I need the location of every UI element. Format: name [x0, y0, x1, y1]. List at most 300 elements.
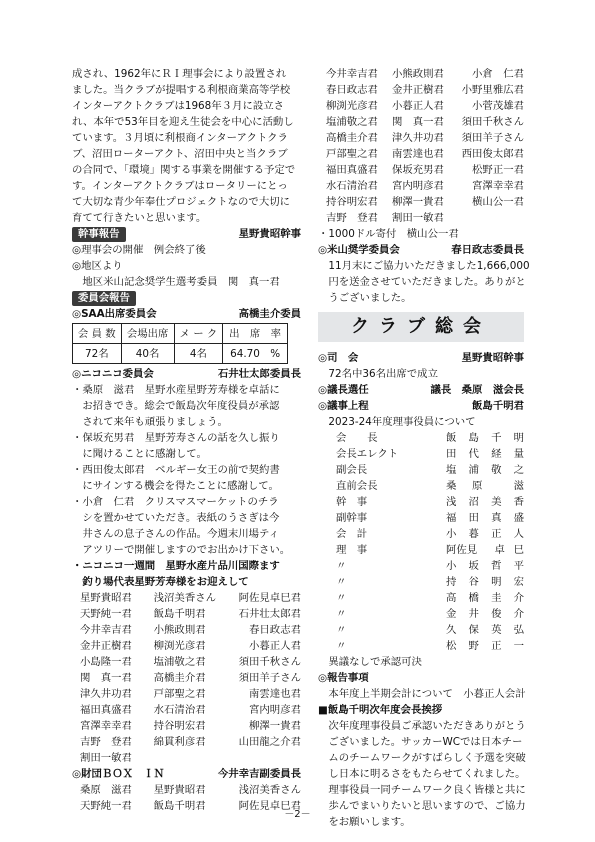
- week-title-line: ・ニコニコ一週間 星野水産片品川国際ます: [72, 560, 280, 572]
- nikoniko-line: ・桑原 滋君 星野水産星野芳寿様を卓話に: [72, 384, 280, 396]
- kanji-item: ◎理事会の開催 例会終了後: [72, 244, 206, 256]
- name-row: [80, 638, 301, 654]
- officer-gap: [398, 494, 446, 510]
- yoneyama-line: うございました。: [318, 292, 412, 304]
- officer-row: [318, 494, 524, 510]
- right-column: [318, 66, 530, 830]
- officer-row: [318, 590, 524, 606]
- nikoniko-header: [72, 366, 301, 382]
- zaidan-header: [72, 766, 301, 782]
- member-name: [154, 750, 228, 766]
- name-row: [326, 82, 524, 98]
- week-title-line: 釣り場代表星野芳寿様をお迎えして: [72, 576, 249, 588]
- gicho-title: ◎議長選任: [318, 384, 369, 396]
- iijima-line: 次年度理事役員ご承認いただきありがとう: [318, 720, 526, 732]
- officer-indent: [318, 574, 336, 590]
- officer-name-char: 阿佐見: [446, 544, 478, 556]
- attendance-header-cell: 会 員 数: [73, 324, 122, 344]
- officer-name-char: 田: [468, 512, 479, 524]
- officer-name-char: 高: [446, 592, 457, 604]
- intro-line: インターアクトクラブは1968年３月に設立さ: [72, 100, 285, 112]
- kanji-report-header: [72, 226, 301, 242]
- officer-name-char: 圭: [491, 592, 502, 604]
- officer-name: [446, 494, 524, 510]
- member-name: 金井正樹君: [80, 640, 132, 652]
- officer-name-char: 哲: [491, 560, 502, 572]
- officer-name: [446, 542, 524, 558]
- officer-name-char: 人: [513, 528, 524, 540]
- shikai-header: [318, 350, 524, 366]
- officer-role: 副会長: [336, 464, 368, 476]
- officer-indent: [318, 606, 336, 622]
- member-name: 福田真盛君: [326, 164, 378, 176]
- member-name: 関 真一君: [80, 672, 132, 684]
- member-name: 西田俊太郎君: [461, 148, 524, 160]
- officer-name-char: 介: [513, 608, 524, 620]
- member-name: 須田羊子さん: [461, 132, 524, 144]
- officer-name-char: 原: [472, 480, 483, 492]
- member-name: 割田一敏君: [392, 212, 444, 224]
- attendance-value-cell: 72名: [73, 344, 122, 364]
- member-name: 天野純一君: [80, 608, 132, 620]
- officer-row: [318, 542, 524, 558]
- officer-role: 〃: [336, 640, 347, 652]
- member-name: 天野純一君: [80, 800, 132, 812]
- officer-role: 会長エレクト: [336, 448, 399, 460]
- member-name: 小島隆一君: [80, 656, 132, 668]
- member-name: 水石清治君: [153, 704, 206, 716]
- kanji-report-person: 星野貴昭幹事: [238, 228, 301, 240]
- iijima-line: をお願いします。: [318, 816, 411, 828]
- officer-role: 〃: [336, 624, 347, 636]
- member-name: 星野貴昭君: [80, 592, 132, 604]
- club-general-meeting-banner: クラブ総会: [318, 312, 524, 342]
- officer-name-char: 真: [491, 512, 502, 524]
- officer-name-char: 弘: [513, 624, 524, 636]
- attendance-header-cell: 出 席 率: [223, 324, 288, 344]
- gicho-header: [318, 382, 524, 398]
- officer-row: [318, 462, 524, 478]
- officer-name-char: 明: [491, 576, 502, 588]
- kanji-report-tag: 幹事報告: [72, 227, 126, 242]
- member-name: [227, 750, 301, 766]
- page-number: －2－: [284, 809, 311, 820]
- member-name: 戸部聖之君: [326, 148, 378, 160]
- officer-name-char: 美: [491, 496, 502, 508]
- officer-name-char: 代: [468, 448, 479, 460]
- officer-gap: [398, 638, 446, 654]
- officer-role: 〃: [336, 592, 347, 604]
- officer-name-char: 桑: [446, 480, 457, 492]
- officer-name-char: 暮: [468, 528, 479, 540]
- gijo-header: [318, 398, 524, 414]
- officer-indent: [318, 510, 336, 526]
- member-name: 持谷明宏君: [153, 720, 206, 732]
- officers-list: [318, 430, 524, 654]
- gijo-person: 飯島千明君: [472, 400, 524, 412]
- name-row: [326, 146, 524, 162]
- officer-name-char: 量: [513, 448, 524, 460]
- member-name: 宮澤幸幸君: [80, 720, 132, 732]
- gijo-title: ◎議事上程: [318, 400, 369, 412]
- officer-name: [446, 462, 524, 478]
- member-name: 柳渕光彦君: [153, 640, 206, 652]
- officer-name-char: 正: [491, 640, 502, 652]
- officer-name-char: 明: [513, 432, 524, 444]
- officer-gap: [398, 526, 446, 542]
- officer-row: [318, 606, 524, 622]
- member-name: 関 真一君: [392, 116, 444, 128]
- hokoku-header: [318, 670, 524, 686]
- name-row: [326, 98, 524, 114]
- member-name: 福田真盛君: [80, 704, 132, 716]
- member-name: 柳澤一貴君: [249, 720, 301, 732]
- officer-gap: [398, 462, 446, 478]
- continued-names: [318, 66, 524, 226]
- attendance-value-cell: 40名: [121, 344, 174, 364]
- officer-name-char: 持: [446, 576, 457, 588]
- member-name: 星野貴昭君: [153, 784, 206, 796]
- officer-gap: [398, 430, 446, 446]
- officer-name: [446, 430, 524, 446]
- nikoniko-person: 石井壮太郎委員長: [217, 368, 301, 380]
- quorum-line: 72名中36名出席で成立: [318, 368, 438, 380]
- officer-role: 理 事: [336, 544, 368, 556]
- member-name: 塩浦敬之君: [326, 116, 378, 128]
- member-name: 阿佐見卓巳君: [238, 592, 301, 604]
- officer-name-char: 金: [446, 608, 457, 620]
- member-name: 宮内明彦君: [249, 704, 301, 716]
- officer-indent: [318, 494, 336, 510]
- member-name: 小暮正人君: [392, 100, 444, 112]
- member-name: 須田千秋さん: [238, 656, 301, 668]
- intro-line: す。インターアクトクラブはロータリーにとっ: [72, 180, 288, 192]
- member-name: 高橋圭介君: [153, 672, 206, 684]
- officer-name-char: 福: [446, 512, 457, 524]
- officer-name: [446, 446, 524, 462]
- officer-row: [318, 478, 524, 494]
- officer-name-char: 小: [446, 560, 457, 572]
- officer-name: [446, 638, 524, 654]
- name-row: [326, 114, 524, 130]
- shikai-person: 星野貴昭幹事: [461, 352, 524, 364]
- kanji-item: 地区米山記念奨学生選考委員 関 真一君: [72, 276, 280, 288]
- member-name: 飯島千明君: [153, 608, 206, 620]
- member-name: 吉野 登君: [80, 736, 132, 748]
- name-row: [80, 718, 301, 734]
- nikoniko-line: お招きでき。総会で飯島次年度役員が承認: [72, 400, 280, 412]
- member-name: 松野正一君: [472, 164, 524, 176]
- officer-gap: [398, 558, 446, 574]
- iijima-line: し日本に明るさをもたらせてくれました。: [318, 768, 526, 780]
- officer-name-char: 田: [446, 448, 457, 460]
- zaidan-title: ◎財団ＢＯＸ ＩＮ: [72, 768, 165, 780]
- officer-role: 会 長: [336, 432, 378, 444]
- member-name: 高橋圭介君: [326, 132, 378, 144]
- attendance-value-row: [73, 344, 288, 364]
- approved-line: 異議なしで承認可決: [318, 656, 422, 668]
- kanji-report-items: [72, 242, 301, 290]
- nikoniko-line: ・保坂充男君 星野芳寿さんの話を久し振り: [72, 432, 280, 444]
- member-name: 小熊政則君: [392, 68, 444, 80]
- officer-gap: [398, 574, 446, 590]
- name-row: [326, 130, 524, 146]
- member-name: 今井幸吉君: [326, 68, 378, 80]
- name-row: [80, 734, 301, 750]
- name-row: [80, 590, 301, 606]
- officer-name: [446, 606, 524, 622]
- officer-name-char: 沼: [468, 496, 479, 508]
- hokoku-title: ◎報告事項: [318, 672, 369, 684]
- iijima-line: ムのチームワークがすばらしく予選を突破: [318, 752, 526, 764]
- attendance-header-cell: メ ー ク: [174, 324, 223, 344]
- officer-name-char: 平: [513, 560, 524, 572]
- name-row: [326, 210, 524, 226]
- officer-name: [446, 510, 524, 526]
- member-name: 戸部聖之君: [153, 688, 206, 700]
- officer-name-char: 小: [446, 528, 457, 540]
- nikoniko-week-names: [72, 590, 301, 766]
- officer-name-char: 盛: [513, 512, 524, 524]
- member-name: 水石清治君: [326, 180, 378, 192]
- officer-name: [446, 478, 524, 494]
- nikoniko-line: ・西田俊太郎君 ベルギー女王の前で契約書: [72, 464, 280, 476]
- attendance-value-cell: 64.70 %: [223, 344, 288, 364]
- member-name: 阿佐見卓巳君: [238, 800, 301, 812]
- intro-line: 成され、1962年にＲＩ理事会により設置され: [72, 68, 287, 80]
- yoneyama-text: [318, 258, 530, 306]
- officer-name-char: 正: [491, 528, 502, 540]
- officer-gap: [398, 542, 446, 558]
- officer-indent: [318, 542, 336, 558]
- name-row: [326, 66, 524, 82]
- officer-indent: [318, 590, 336, 606]
- nikoniko-title: ◎ニコニコ委員会: [72, 368, 154, 380]
- member-name: 横山公一君: [472, 196, 524, 208]
- officer-indent: [318, 558, 336, 574]
- name-row: [80, 606, 301, 622]
- officer-name-char: 井: [468, 608, 479, 620]
- officer-indent: [318, 622, 336, 638]
- dollar-donation-line: ・1000ドル寄付 横山公一君: [318, 228, 459, 240]
- member-name: 金井正樹君: [392, 84, 444, 96]
- iijima-header: [318, 702, 524, 718]
- officer-gap: [398, 606, 446, 622]
- officer-name-char: 坂: [468, 560, 479, 572]
- officer-row: [318, 526, 524, 542]
- nikoniko-line: ・小倉 仁君 クリスマスマーケットのチラ: [72, 496, 279, 508]
- member-name: 津久井功君: [80, 688, 132, 700]
- officer-role: 直前会長: [336, 480, 378, 492]
- officer-name-char: 久: [446, 624, 457, 636]
- officer-name-char: 卓: [494, 544, 505, 556]
- iinkai-tag: 委員会報告: [72, 291, 136, 306]
- officer-gap: [398, 446, 446, 462]
- member-name: 小熊政則君: [153, 624, 206, 636]
- officer-name-char: 経: [491, 448, 502, 460]
- officer-name-char: 之: [513, 464, 524, 476]
- officer-indent: [318, 446, 336, 462]
- officer-indent: [318, 462, 336, 478]
- name-row: [80, 750, 301, 766]
- intro-line: 育てて行きたいと思います。: [72, 212, 207, 224]
- officer-name-char: 香: [513, 496, 524, 508]
- intro-line: て大切な青少年奉仕プロジェクトなので大切に: [72, 196, 290, 208]
- name-row: [80, 654, 301, 670]
- yoneyama-line: 11月末にご協力いただきました1,666,000: [318, 260, 530, 272]
- yoneyama-line: 円を送金させていただきました。ありがと: [318, 276, 526, 288]
- name-row: [80, 782, 301, 798]
- member-name: 春日政志君: [326, 84, 378, 96]
- officer-indent: [318, 638, 336, 654]
- member-name: 飯島千明君: [153, 800, 206, 812]
- officer-row: [318, 510, 524, 526]
- officer-row: [318, 574, 524, 590]
- member-name: 宮澤幸幸君: [472, 180, 524, 192]
- officer-name-char: 俊: [491, 608, 502, 620]
- intro-line: れ、本年で53年目を迎え生徒会を中心に活動し: [72, 116, 294, 128]
- member-name: 山田龍之介君: [238, 736, 301, 748]
- name-row: [80, 686, 301, 702]
- iinkai-header: [72, 290, 301, 306]
- attendance-header-cell: 会場出席: [121, 324, 174, 344]
- iijima-title: ■飯島千明次年度会長挨拶: [318, 704, 443, 716]
- officer-name: [446, 590, 524, 606]
- officer-name-char: 巳: [513, 544, 524, 556]
- officer-name-char: 浦: [468, 464, 479, 476]
- officer-row: [318, 622, 524, 638]
- nikoniko-line: されて来年も頑張りましょう。: [72, 416, 228, 428]
- officer-name-char: 滋: [513, 480, 524, 492]
- member-name: [458, 210, 524, 226]
- member-name: 南雲達也君: [249, 688, 301, 700]
- officer-gap: [398, 590, 446, 606]
- officer-name-char: 千: [491, 432, 502, 444]
- officer-role: 幹 事: [336, 496, 368, 508]
- zaidan-person: 今井幸吉副委員長: [217, 768, 301, 780]
- officer-name-char: 宏: [513, 576, 524, 588]
- attendance-table: [72, 323, 288, 364]
- name-row: [80, 670, 301, 686]
- officer-name: [446, 558, 524, 574]
- shikai-title: ◎司 会: [318, 352, 359, 364]
- nikoniko-line: に聞けることに感謝して。: [72, 448, 207, 460]
- intro-line: ています。３月頃に利根商インターアクトクラ: [72, 132, 288, 144]
- left-column: [72, 66, 301, 814]
- officer-indent: [318, 478, 336, 494]
- member-name: 須田羊子さん: [238, 672, 301, 684]
- officer-gap: [398, 510, 446, 526]
- member-name: 須田千秋さん: [461, 116, 524, 128]
- officer-name-char: 浅: [446, 496, 457, 508]
- officer-name-char: 英: [491, 624, 502, 636]
- name-row: [326, 194, 524, 210]
- member-name: 浅沼美香さん: [238, 784, 301, 796]
- member-name: 柳渕光彦君: [326, 100, 378, 112]
- intro-paragraph: [72, 66, 301, 226]
- saa-title: ◎SAA出席委員会: [72, 308, 157, 320]
- nikoniko-line: にサインする機会を得たことに感謝して。: [72, 480, 279, 492]
- gicho-person: 議長 桑原 滋会長: [430, 384, 524, 396]
- officer-gap: [398, 478, 446, 494]
- officer-role: 〃: [336, 576, 347, 588]
- member-name: 小菅茂雄君: [472, 100, 524, 112]
- officer-name: [446, 574, 524, 590]
- name-row: [326, 178, 524, 194]
- member-name: 津久井功君: [392, 132, 444, 144]
- saa-person: 高橋圭介委員: [238, 308, 301, 320]
- member-name: 割田一敏君: [80, 752, 132, 764]
- member-name: 今井幸吉君: [80, 624, 132, 636]
- name-row: [326, 162, 524, 178]
- officer-name-char: 敬: [491, 464, 502, 476]
- officer-name: [446, 526, 524, 542]
- officer-row: [318, 430, 524, 446]
- officer-name-char: 塩: [446, 464, 457, 476]
- member-name: 石井壮太郎君: [238, 608, 301, 620]
- hokoku-line: 本年度上半期会計について 小暮正人会計: [318, 688, 526, 700]
- officer-row: [318, 446, 524, 462]
- officer-name-char: 保: [468, 624, 479, 636]
- member-name: 塩浦敬之君: [153, 656, 206, 668]
- officer-gap: [398, 622, 446, 638]
- member-name: 保坂充男君: [392, 164, 444, 176]
- nikoniko-messages: [72, 382, 301, 558]
- iijima-line: 歩んでまいりたいと思いますので、ご協力: [318, 800, 526, 812]
- officer-indent: [318, 430, 336, 446]
- nikoniko-week-title: [72, 558, 301, 590]
- officer-role: 副幹事: [336, 512, 368, 524]
- officer-name-char: 一: [513, 640, 524, 652]
- nikoniko-line: 井さんの息子さんの作品。今週末川場ティ: [72, 528, 279, 540]
- officer-name-char: 飯: [446, 432, 457, 444]
- officer-name-char: 松: [446, 640, 457, 652]
- officer-name-char: 谷: [468, 576, 479, 588]
- officer-name-char: 橋: [468, 592, 479, 604]
- officer-row: [318, 558, 524, 574]
- member-name: 小野里雅広君: [461, 84, 524, 96]
- intro-line: の合同で、「環境」関する事業を開催する予定で: [72, 164, 296, 176]
- member-name: 持谷明宏君: [326, 196, 378, 208]
- attendance-header-row: [73, 324, 288, 344]
- officer-indent: [318, 526, 336, 542]
- officer-name-char: 介: [513, 592, 524, 604]
- saa-header: [72, 306, 301, 322]
- member-name: 春日政志君: [249, 624, 301, 636]
- member-name: 桑原 滋君: [80, 784, 132, 796]
- intro-line: ブ、沼田ローターアクト、沼田中央と当クラブ: [72, 148, 288, 160]
- officer-role: 会 計: [336, 528, 368, 540]
- intro-line: ました。当クラブが提唱する利根商業高等学校: [72, 84, 291, 96]
- name-row: [80, 622, 301, 638]
- member-name: 浅沼美香さん: [153, 592, 216, 604]
- officer-role: 〃: [336, 560, 347, 572]
- kanji-item: ◎地区より: [72, 260, 123, 272]
- officer-row: [318, 638, 524, 654]
- member-name: 宮内明彦君: [392, 180, 444, 192]
- name-row: [80, 702, 301, 718]
- officer-name: [446, 622, 524, 638]
- member-name: 吉野 登君: [326, 212, 378, 224]
- member-name: 綿貫利彦君: [153, 736, 206, 748]
- attendance-value-cell: 4名: [174, 344, 223, 364]
- nikoniko-line: アツリーで開催しますのでお出かけ下さい。: [72, 544, 291, 556]
- member-name: 小暮正人君: [249, 640, 301, 652]
- officer-name-char: 野: [468, 640, 479, 652]
- yoneyama-title: ◎米山奨学委員会: [318, 244, 400, 256]
- yoneyama-header: [318, 242, 524, 258]
- agenda-line: 2023-24年度理事役員について: [318, 416, 476, 428]
